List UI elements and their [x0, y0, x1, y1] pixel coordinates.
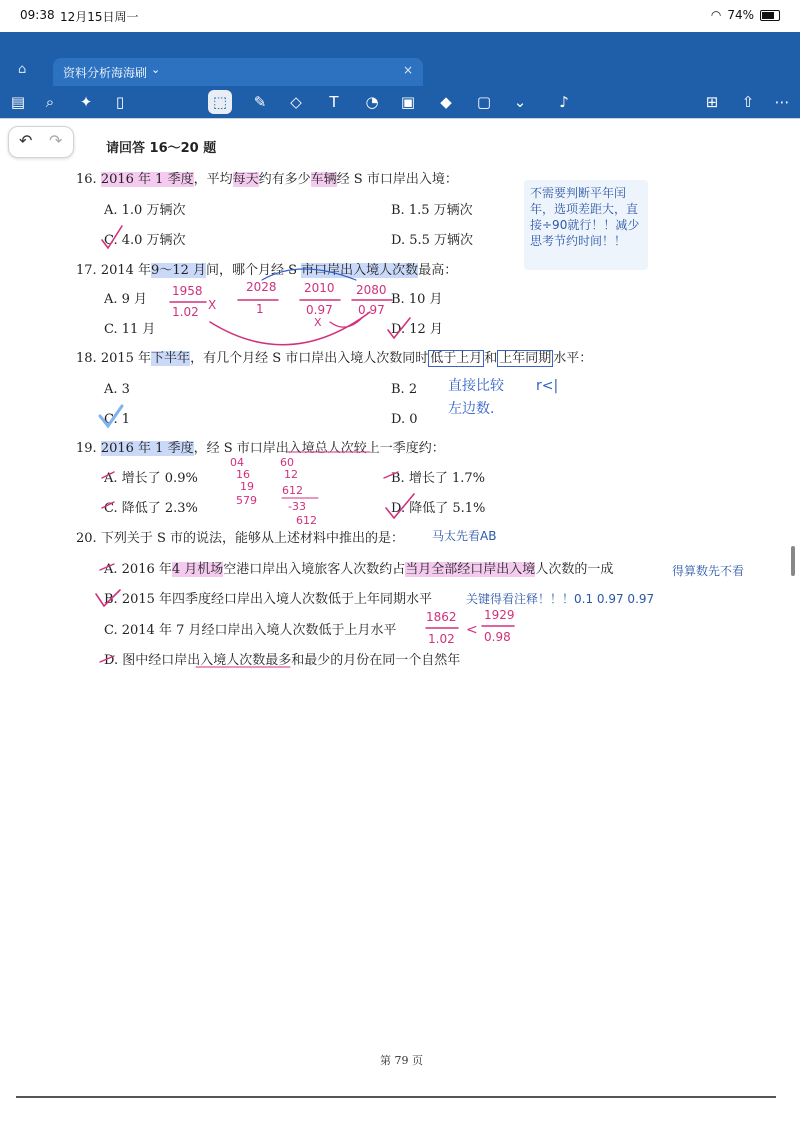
checkmark-q19	[386, 494, 414, 518]
q20-stem: 下列关于 S 市的说法，能够从上述材料中推出的是：	[100, 531, 404, 546]
status-date: 12月15日周一	[60, 10, 139, 24]
q20-option-d[interactable]: D. 图中经口岸出入境人次数最多和最少的月份在同一个自然年	[104, 653, 461, 668]
q16-highlight-1: 2016 年 1 季度	[100, 172, 194, 187]
lasso-icon[interactable]: ⬚	[208, 90, 232, 114]
q17-option-d[interactable]: D. 12 月	[391, 322, 443, 337]
fraction-3-top: 2010	[304, 281, 335, 295]
q17-highlight-2: 市口岸出入境人次数	[301, 263, 419, 278]
sticker-icon[interactable]: ◆	[440, 93, 452, 111]
q19-calc-blue-3: 19	[240, 480, 254, 493]
sidebar-icon[interactable]: ▤	[10, 93, 26, 111]
battery-percent: 74%	[727, 8, 754, 22]
document-tab-title: 资料分析海海刷	[63, 66, 148, 80]
fraction-2-bottom: 1	[256, 302, 264, 316]
textbox-icon[interactable]: T	[329, 93, 339, 111]
ai-sparkle-icon[interactable]: ✦	[79, 93, 93, 111]
q19-option-b[interactable]: B. 增长了 1.7%	[391, 471, 485, 486]
q20-c-frac1-top: 1862	[426, 610, 457, 624]
close-tab-icon[interactable]: ×	[402, 63, 413, 77]
status-time: 09:38	[20, 8, 55, 22]
q19-option-c[interactable]: C. 降低了 2.3%	[104, 501, 198, 516]
fraction-3-bottom: 0.97	[306, 303, 333, 317]
fraction-4-bottom: 0.97	[358, 303, 385, 317]
q18-boxed-2: 上年同期	[499, 351, 552, 366]
q18-boxed-1: 低于上月	[430, 351, 483, 366]
q19-text-1: ，经 S 市口岸出入境总人次较上一季度约：	[193, 441, 445, 456]
fraction-1-bottom: 1.02	[172, 305, 199, 319]
compare-arc-1	[210, 312, 370, 345]
q16-highlight-2: 每天	[232, 172, 259, 187]
more-icon[interactable]: ⋯	[774, 93, 790, 111]
q17-highlight-1: 9～12 月	[151, 263, 206, 278]
share-icon[interactable]: ⇧	[741, 93, 755, 111]
q18-handnote-2: 左边数.	[448, 401, 495, 417]
strike-q19c	[102, 502, 114, 508]
wifi-icon: ◠	[710, 8, 722, 22]
q19-calc-blue-1: 04	[230, 456, 244, 469]
eraser-icon[interactable]: ◇	[290, 93, 302, 111]
microphone-icon[interactable]: ♪	[559, 93, 569, 111]
section-heading: 请回答 16～20 题	[106, 141, 217, 156]
q20-a-text-1: A. 2016 年	[104, 562, 172, 577]
q20-option-b[interactable]: B. 2015 年四季度经口岸出入境人次数低于上年同期水平	[104, 592, 433, 607]
q18-option-a[interactable]: A. 3	[104, 382, 130, 397]
q18-text-3: 和	[484, 351, 498, 366]
strike-q19a	[102, 472, 114, 478]
checkmark-q17	[388, 318, 410, 338]
q19-calc-blue-2: 16	[236, 468, 250, 481]
q18-text-2: ，有几个月经 S 市口岸出入境人次数同时	[190, 351, 429, 366]
compare-arc-2	[262, 269, 356, 280]
q17-number: 17.	[76, 263, 97, 278]
redo-icon[interactable]: ↷	[49, 131, 63, 150]
shape-icon[interactable]: ◔	[365, 93, 379, 111]
add-page-icon[interactable]: ⊞	[705, 93, 719, 111]
q19-calc-mag-4: -33	[288, 500, 306, 513]
q16-option-b[interactable]: B. 1.5 万辆次	[391, 203, 473, 218]
q20-hand-note: 马太先看AB	[432, 529, 497, 543]
ink-strokes	[96, 226, 514, 667]
q20-c-frac2-top: 1929	[484, 608, 515, 622]
checkmark-q16	[102, 226, 122, 248]
sticky-note-icon[interactable]: ▢	[476, 93, 492, 111]
q17-option-c[interactable]: C. 11 月	[104, 322, 156, 337]
search-icon[interactable]: ⌕	[45, 93, 55, 111]
q17-text-3: 最高：	[418, 263, 458, 278]
note-text: 不需要判断平年闰年，选项差距大，直接÷90就行！！减少思考节约时间！！	[530, 186, 640, 248]
page-number: 第 79 页	[380, 1054, 423, 1067]
q17-option-b[interactable]: B. 10 月	[391, 292, 443, 307]
q18-handnote-1: 直接比较	[448, 378, 504, 394]
q19-option-d[interactable]: D. 降低了 5.1%	[391, 501, 486, 516]
q20-c-frac1-bottom: 1.02	[428, 632, 455, 646]
q18-handnote-3: r<|	[536, 378, 559, 394]
fraction-4-top: 2080	[356, 283, 387, 297]
q19-number: 19.	[76, 441, 97, 456]
q16-highlight-3: 车辆	[310, 172, 337, 187]
q20-a-highlight-1: 4 月机场	[171, 562, 224, 577]
more-down-icon[interactable]: ⌄	[513, 93, 527, 111]
strike-q20d	[100, 656, 114, 662]
q18-text-1: 2015 年	[100, 351, 152, 366]
q20-a-text-3: 人次数的一成	[535, 562, 614, 577]
undo-icon[interactable]: ↶	[19, 131, 33, 150]
q18-text-4: 水平：	[553, 351, 593, 366]
q18-option-b[interactable]: B. 2	[391, 382, 418, 397]
image-icon[interactable]: ▣	[400, 93, 416, 111]
strike-q19b	[384, 472, 398, 478]
q16-option-a[interactable]: A. 1.0 万辆次	[104, 203, 186, 218]
q19-calc-mag-1: 60	[280, 456, 294, 469]
q20-c-frac2-bottom: 0.98	[484, 630, 511, 644]
fraction-2-top: 2028	[246, 280, 277, 294]
q19-highlight-1: 2016 年 1 季度	[100, 441, 194, 456]
q20-option-c[interactable]: C. 2014 年 7 月经口岸出入境人次数低于上月水平	[104, 623, 397, 638]
q16-option-c[interactable]: C. 4.0 万辆次	[104, 233, 186, 248]
pen-icon[interactable]: ✎	[253, 93, 267, 111]
q19-calc-blue-4: 579	[236, 494, 257, 507]
q18-number: 18.	[76, 351, 97, 366]
q19-calc-mag-5: 612	[296, 514, 317, 527]
q16-number: 16.	[76, 172, 97, 187]
compare-arc-3	[330, 318, 362, 327]
q20-number: 20.	[76, 531, 97, 546]
q16-text-3: 经 S 市口岸出入境：	[336, 172, 458, 187]
q18-option-d[interactable]: D. 0	[391, 412, 418, 427]
q19-calc-mag-3: 612	[282, 484, 303, 497]
checkmark-q18	[100, 406, 122, 426]
q17-option-a[interactable]: A. 9 月	[104, 292, 148, 307]
fraction-1-top: 1958	[172, 284, 203, 298]
q17-text-1: 2014 年	[100, 263, 152, 278]
q20-c-less-than: <	[466, 622, 478, 638]
q20-a-note: 得算数先不看	[672, 564, 745, 578]
q20-a-text-2: 空港口岸出入境旅客人次数约占	[223, 562, 406, 577]
q16-option-d[interactable]: D. 5.5 万辆次	[391, 233, 474, 248]
q20-a-highlight-2: 当月全部经口岸出入境	[405, 562, 536, 577]
strike-q20a	[100, 564, 114, 570]
scrollbar-thumb[interactable]	[791, 546, 795, 576]
document-icon[interactable]: ▯	[115, 93, 125, 111]
checkmark-q20b	[96, 590, 120, 606]
q18-highlight-1: 下半年	[151, 351, 191, 366]
q18-option-c[interactable]: C. 1	[104, 412, 131, 427]
q16-text-1: ，平均	[193, 172, 233, 187]
chevron-down-icon[interactable]: ⌄	[151, 63, 161, 76]
fraction-3-x: X	[314, 316, 322, 329]
fraction-1-x: X	[208, 298, 217, 312]
q17-text-2: 间，哪个月经 S	[206, 263, 302, 278]
q19-option-a[interactable]: A. 增长了 0.9%	[104, 471, 198, 486]
home-icon[interactable]: ⌂	[18, 62, 27, 77]
page-bottom-edge	[16, 1096, 776, 1098]
q19-calc-mag-2: 12	[284, 468, 298, 481]
q20-b-note: 关键得看注释！！！0.1 0.97 0.97	[466, 592, 655, 606]
q16-text-2: 约有多少	[258, 172, 311, 187]
